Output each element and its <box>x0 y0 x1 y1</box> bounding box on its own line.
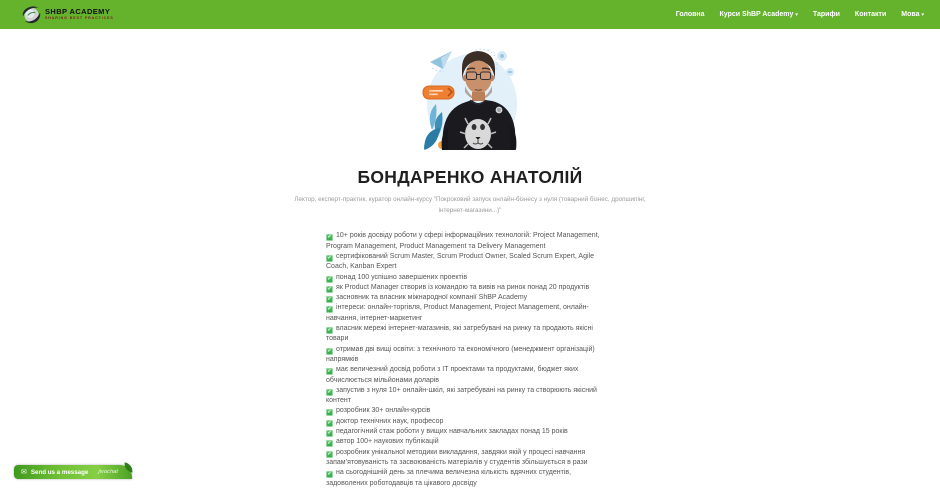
list-item-text: засновник та власник міжнародної компанії ShBP Academy <box>336 294 528 302</box>
check-icon: ✓ <box>327 450 332 457</box>
top-nav-bar <box>0 0 940 29</box>
list-item-text: інтереси: онлайн-торгівля, Product Management, Project Management, онлайн-навчання, інтернет-маркетинг <box>326 304 589 322</box>
list-item <box>326 406 614 416</box>
chat-widget-label: Send us a message <box>30 468 89 476</box>
nav-item-label: Тарифи <box>812 11 840 18</box>
check-icon: ✓ <box>327 347 332 354</box>
list-item <box>326 283 614 293</box>
list-item <box>326 293 614 303</box>
list-item <box>326 468 614 489</box>
list-item-text: власник мережі інтернет-магазинів, які затребувані на ринку та продають якісні товари <box>326 325 593 343</box>
check-icon: ✓ <box>327 275 332 282</box>
list-item-text: отримав дві вищі освіти: з технічного та економічного (менеджмент організацій) напрямків <box>326 345 595 363</box>
nav-item-label: Курси ShBP Academy <box>719 11 794 18</box>
list-item-text: як Product Manager створив із командою та вивів на ринок понад 20 продуктів <box>336 283 590 291</box>
check-icon: ✓ <box>327 388 332 395</box>
nav-item[interactable] <box>676 11 705 18</box>
list-item <box>326 448 614 469</box>
logo-tagline: SHARING BEST PRACTICES <box>45 16 114 21</box>
check-icon: ✓ <box>327 409 332 416</box>
nav-item-label: Контакти <box>854 11 887 18</box>
portrait-illustration <box>422 42 518 150</box>
profile-section <box>0 42 940 489</box>
list-item <box>326 273 614 283</box>
list-item-text: автор 100+ наукових публікацій <box>336 438 439 446</box>
list-item <box>326 324 614 345</box>
nav-item-label: Головна <box>675 11 705 18</box>
list-item-text: на сьогоднішній день за плечима величезна кількість вдячних студентів, задоволених роботодавців та цікавого досвіду <box>326 469 572 487</box>
list-item-text: 10+ років досвіду роботи у сфері інформаційних технологій: Project Management, Program Management, Product Management та Delivery Management <box>326 232 600 250</box>
nav-item[interactable] <box>813 11 840 18</box>
envelope-icon: ✉ <box>21 468 27 476</box>
check-icon: ✓ <box>327 306 332 313</box>
check-icon: ✓ <box>327 234 332 241</box>
check-icon: ✓ <box>327 285 332 292</box>
list-item <box>326 365 614 386</box>
check-icon: ✓ <box>327 327 332 334</box>
achievements-list <box>326 231 614 488</box>
list-item <box>326 386 614 407</box>
page-title: БОНДАРЕНКО АНАТОЛІЙ <box>357 167 583 187</box>
chevron-down-icon: ▾ <box>795 12 798 18</box>
nav-item[interactable] <box>720 11 798 18</box>
check-icon: ✓ <box>327 296 332 303</box>
nav-item[interactable] <box>855 11 886 18</box>
lecturer-subtitle: Лектор, експерт-практик, куратор онлайн-курсу "Покроковий запуск онлайн-бізнесу з нуля (товарний бізнес, дропшипінг, інтернет-магазини...)" <box>294 196 646 214</box>
chat-widget-brand: jivochat <box>98 469 118 475</box>
list-item <box>326 345 614 366</box>
check-icon: ✓ <box>327 419 332 426</box>
list-item <box>326 417 614 427</box>
logo-title: SHBP ACADEMY <box>45 7 111 17</box>
check-icon: ✓ <box>327 430 332 437</box>
lecturer-photo <box>422 42 518 150</box>
list-item <box>326 427 614 437</box>
chat-widget[interactable] <box>14 465 132 479</box>
list-item-text: понад 100 успішно завершених проектів <box>336 273 468 281</box>
nav-item[interactable] <box>901 11 924 18</box>
list-item <box>326 303 614 324</box>
list-item-text: має величезний досвід роботи з ІТ проектами та продуктами, бюджет яких обчислюється мільйонами доларів <box>326 366 579 384</box>
nav-item-label: Мова <box>901 11 920 18</box>
list-item-text: сертифікований Scrum Master, Scrum Product Owner, Scaled Scrum Expert, Agile Coach, Kanban Expert <box>326 253 595 271</box>
list-item-text: розробник 30+ онлайн-курсів <box>336 407 431 415</box>
list-item-text: педагогічний стаж роботи у вищих навчальних закладах понад 15 років <box>336 428 568 436</box>
check-icon: ✓ <box>327 255 332 261</box>
check-icon: ✓ <box>327 471 332 478</box>
list-item-text: розробник унікальної методики викладання, завдяки якій у процесі навчання запам’ятовуваність та засвоюваність матеріалів у студентів збільшується в рази <box>326 448 588 466</box>
list-item-text: запустив з нуля 10+ онлайн-шкіл, які затребувані на ринку та створюють якісний контент <box>326 386 597 405</box>
check-icon: ✓ <box>327 440 332 447</box>
chevron-down-icon: ▾ <box>921 12 924 18</box>
list-item <box>326 437 614 447</box>
list-item-text: доктор технічних наук, професор <box>336 417 444 425</box>
list-item <box>326 231 614 252</box>
main-nav <box>676 11 924 18</box>
check-icon: ✓ <box>327 368 332 375</box>
list-item <box>326 252 614 273</box>
shbp-academy-logo[interactable] <box>22 5 114 24</box>
globe-swoosh-icon <box>22 5 41 24</box>
